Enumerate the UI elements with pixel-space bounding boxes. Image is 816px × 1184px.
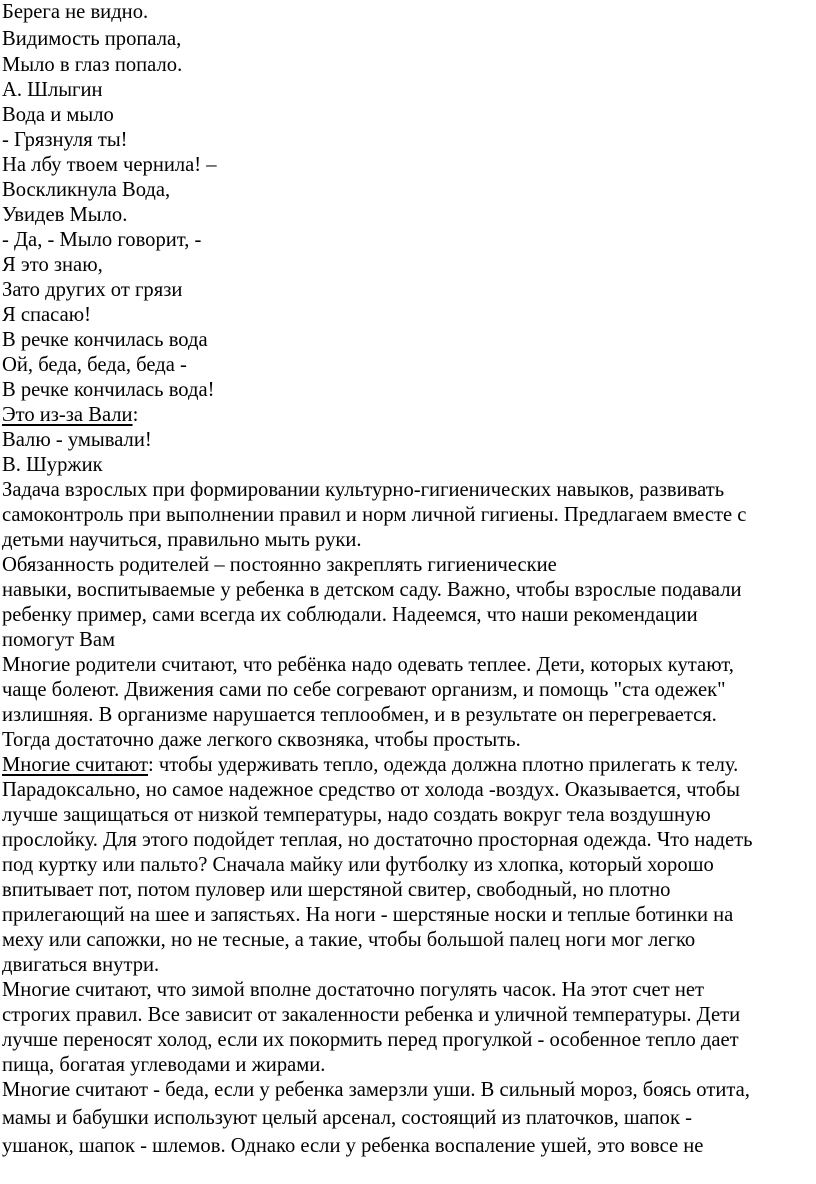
text-line: мамы и бабушки используют целый арсенал, состоящий из платочков, шапок - [2,1107,692,1129]
text-line [2,403,138,427]
text-line: ребенку пример, сами всегда их соблюдали. Надеемся, что наши рекомендации [2,604,698,626]
text-line: меху или сапожки, но не тесные, а такие, чтобы большой палец ноги мог легко [2,929,696,951]
text-line: - Грязнуля ты! [2,129,128,151]
text-line: прилегающий на шее и запястьях. На ноги - шерстяные носки и теплые ботинки на [2,904,734,926]
line-rest: : чтобы удерживать тепло, одежда должна плотно прилегать к телу. [148,754,739,776]
text-line: Парадоксально, но самое надежное средство от холода -воздух. Оказывается, чтобы [2,779,740,801]
text-line: Я это знаю, [2,254,103,276]
text-line: Задача взрослых при формировании культурно-гигиенических навыков, развивать [2,479,725,501]
underlined-phrase: Многие считают [2,754,148,776]
text-line: прослойку. Для этого подойдет теплая, но достаточно просторная одежда. Что надеть [2,829,753,851]
text-line: Тогда достаточно даже легкого сквозняка, чтобы простыть. [2,729,521,751]
text-line: пища, богатая углеводами и жирами. [2,1054,326,1076]
text-line: двигаться внутри. [2,954,160,976]
text-line: Увидев Мыло. [2,204,128,226]
text-line: Я спасаю! [2,304,91,326]
text-line: лучше переносят холод, если их покормить перед прогулкой - особенное тепло дает [2,1029,739,1051]
text-line: Воскликнула Вода, [2,179,171,201]
text-line: Многие считают - беда, если у ребенка замерзли уши. В сильный мороз, боясь отита, [2,1079,750,1101]
text-line: Мыло в глаз попало. [2,54,183,76]
text-line: Видимость пропала, [2,28,182,50]
author-line: В. Шуржик [2,454,103,476]
text-line: Валю - умывали! [2,429,152,451]
text-line [2,753,738,777]
text-line: излишняя. В организме нарушается теплообмен, и в результате он перегревается. [2,704,717,726]
text-line: самоконтроль при выполнении правил и норм личной гигиены. Предлагаем вместе с [2,504,747,526]
text-line: Зато других от грязи [2,279,183,301]
text-line: На лбу твоем чернила! – [2,154,217,176]
text-line: впитывает пот, потом пуловер или шерстяной свитер, свободный, но плотно [2,879,671,901]
text-line: детьми научиться, правильно мыть руки. [2,529,362,551]
line-rest: : [132,404,139,426]
text-line: ушанок, шапок - шлемов. Однако если у ребенка воспаление ушей, это вовсе не [2,1135,704,1157]
text-line: под куртку или пальто? Сначала майку или футболку из хлопка, который хорошо [2,854,714,876]
text-line: навыки, воспитываемые у ребенка в детском саду. Важно, чтобы взрослые подавали [2,579,742,601]
poem-title: Вода и мыло [2,104,114,126]
text-line: В речке кончилась вода! [2,379,215,401]
text-line: Обязанность родителей – постоянно закреплять гигиенические [2,554,557,576]
underlined-phrase: Это из-за Вали [2,404,133,426]
text-line: лучше защищаться от низкой температуры, надо создать вокруг тела воздушную [2,804,711,826]
text-line: Многие родители считают, что ребёнка надо одевать теплее. Дети, которых кутают, [2,654,734,676]
text-line: Многие считают, что зимой вполне достаточно погулять часок. На этот счет нет [2,979,705,1001]
text-line: чаще болеют. Движения сами по себе согревают организм, и помощь "ста одежек" [2,679,726,701]
text-line: - Да, - Мыло говорит, - [2,229,202,251]
text-line: строгих правил. Все зависит от закаленности ребенка и уличной температуры. Дети [2,1004,741,1026]
text-line: Берега не видно. [2,1,149,23]
text-line: Ой, беда, беда, беда - [2,354,187,376]
text-line: помогут Вам [2,629,116,651]
author-line: А. Шлыгин [2,79,103,101]
text-line: В речке кончилась вода [2,329,208,351]
